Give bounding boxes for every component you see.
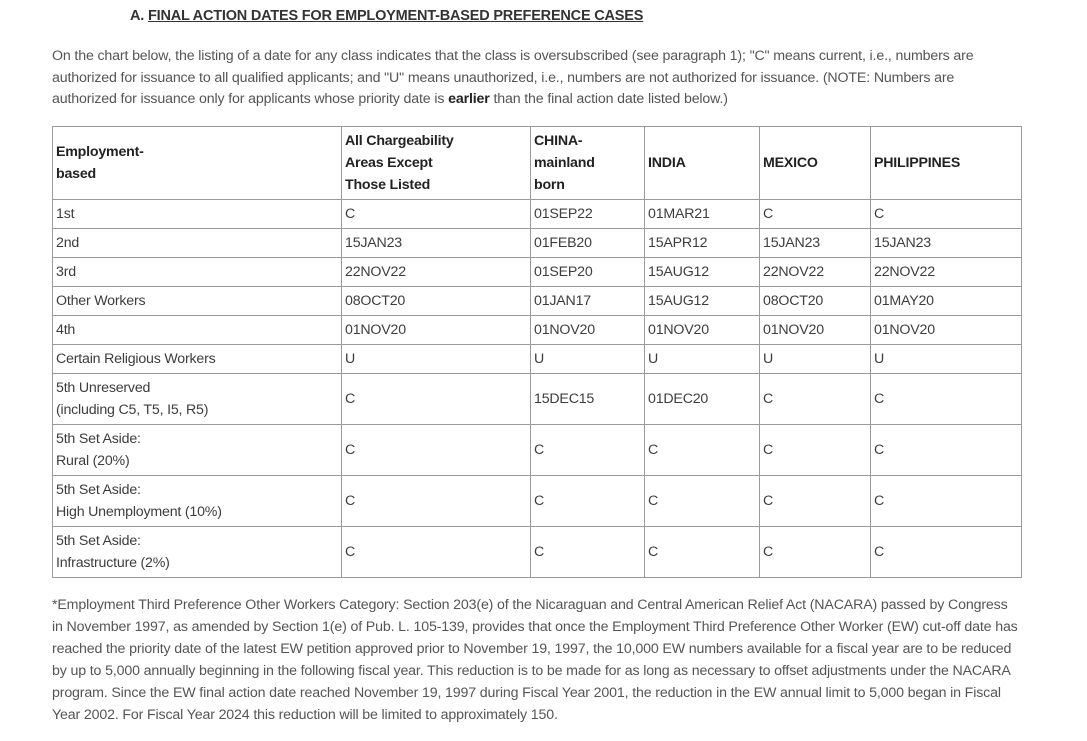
cell-mexico: U xyxy=(760,345,871,374)
footnote: *Employment Third Preference Other Workers Category: Section 203(e) of the Nicaraguan and Central American Relief Act (NACARA) passed by Congress in November 1997, as amended by Section 1(e) of Pub. L. 105-139, provides that once the Employment Third Preference Other Worker (EW) cut-off date has reached the priority date of the latest EW petition approved prior to November 19, 1997, the 10,000 EW numbers available for a fiscal year are to be reduced by up to 5,000 annually beginning in the following fiscal year. This reduction is to be made for as long as necessary to offset adjustments under the NACARA program. Since the EW final action date reached November 19, 1997 during Fiscal Year 2001, the reduction in the EW annual limit to 5,000 began in Fiscal Year 2002. For Fiscal Year 2024 this reduction will be limited to approximately 150. xyxy=(52,597,1018,723)
section-letter: A. xyxy=(130,8,145,24)
category-cell xyxy=(53,229,342,258)
category-cell xyxy=(53,374,342,425)
section-title xyxy=(130,8,643,24)
cell-india: C xyxy=(645,527,760,578)
table-row xyxy=(53,527,1022,578)
table-row xyxy=(53,200,1022,229)
category-cell xyxy=(53,527,342,578)
cell-all-chargeability: 01NOV20 xyxy=(342,316,531,345)
cell-india: U xyxy=(645,345,760,374)
final-action-dates-table xyxy=(52,126,1022,578)
cell-mexico: 01NOV20 xyxy=(760,316,871,345)
cell-mexico: 22NOV22 xyxy=(760,258,871,287)
table-header-row xyxy=(53,127,1022,200)
category-cell xyxy=(53,345,342,374)
category-cell xyxy=(53,425,342,476)
category-cell xyxy=(53,287,342,316)
cell-all-chargeability: C xyxy=(342,476,531,527)
intro-text-2: than the final action date listed below.) xyxy=(489,91,728,108)
header-line: born xyxy=(534,177,565,193)
cell-india: 01DEC20 xyxy=(645,374,760,425)
header-mexico xyxy=(760,127,871,200)
category-line: 4th xyxy=(56,322,76,338)
cell-china: 01JAN17 xyxy=(531,287,645,316)
header-india xyxy=(645,127,760,200)
cell-philippines: C xyxy=(871,527,1022,578)
header-line: All Chargeability xyxy=(345,133,454,149)
category-line: 5th Set Aside: xyxy=(56,431,141,447)
cell-philippines: C xyxy=(871,425,1022,476)
header-line: MEXICO xyxy=(763,155,818,171)
cell-india: C xyxy=(645,476,760,527)
header-line: Employment- xyxy=(56,144,144,160)
intro-bold-earlier: earlier xyxy=(448,91,490,108)
category-line: 5th Set Aside: xyxy=(56,482,141,498)
cell-philippines: 15JAN23 xyxy=(871,229,1022,258)
category-line: Rural (20%) xyxy=(56,453,130,469)
category-cell xyxy=(53,316,342,345)
cell-all-chargeability: C xyxy=(342,374,531,425)
table-row xyxy=(53,345,1022,374)
header-philippines xyxy=(871,127,1022,200)
cell-philippines: C xyxy=(871,476,1022,527)
header-line: mainland xyxy=(534,155,595,171)
category-line: High Unemployment (10%) xyxy=(56,504,222,520)
category-line: Infrastructure (2%) xyxy=(56,555,170,571)
category-line: Certain Religious Workers xyxy=(56,351,216,367)
cell-china: C xyxy=(531,425,645,476)
intro-paragraph xyxy=(52,46,1012,111)
cell-mexico: C xyxy=(760,200,871,229)
cell-all-chargeability: C xyxy=(342,527,531,578)
header-employment-based xyxy=(53,127,342,200)
table-row xyxy=(53,374,1022,425)
table-row xyxy=(53,425,1022,476)
table-row xyxy=(53,287,1022,316)
cell-mexico: 15JAN23 xyxy=(760,229,871,258)
cell-all-chargeability: 15JAN23 xyxy=(342,229,531,258)
cell-mexico: C xyxy=(760,425,871,476)
cell-china: 01SEP20 xyxy=(531,258,645,287)
cell-china: 15DEC15 xyxy=(531,374,645,425)
cell-china: U xyxy=(531,345,645,374)
category-cell xyxy=(53,476,342,527)
category-cell xyxy=(53,258,342,287)
header-line: based xyxy=(56,166,97,182)
cell-mexico: 08OCT20 xyxy=(760,287,871,316)
cell-india: 01MAR21 xyxy=(645,200,760,229)
cell-india: 15AUG12 xyxy=(645,287,760,316)
category-line: Other Workers xyxy=(56,293,146,309)
header-line: INDIA xyxy=(648,155,686,171)
header-china xyxy=(531,127,645,200)
cell-china: C xyxy=(531,527,645,578)
cell-india: 15APR12 xyxy=(645,229,760,258)
cell-philippines: 01NOV20 xyxy=(871,316,1022,345)
category-line: 2nd xyxy=(56,235,80,251)
section-title-text: FINAL ACTION DATES FOR EMPLOYMENT-BASED PREFERENCE CASES xyxy=(147,8,644,24)
cell-all-chargeability: 22NOV22 xyxy=(342,258,531,287)
cell-all-chargeability: U xyxy=(342,345,531,374)
cell-china: 01FEB20 xyxy=(531,229,645,258)
header-line: PHILIPPINES xyxy=(874,155,961,171)
cell-all-chargeability: C xyxy=(342,200,531,229)
header-line: Areas Except xyxy=(345,155,433,171)
cell-mexico: C xyxy=(760,527,871,578)
header-line: Those Listed xyxy=(345,177,431,193)
table-row xyxy=(53,316,1022,345)
header-all-chargeability xyxy=(342,127,531,200)
cell-mexico: C xyxy=(760,476,871,527)
cell-india: 15AUG12 xyxy=(645,258,760,287)
category-line: 5th Unreserved xyxy=(56,380,151,396)
cell-india: C xyxy=(645,425,760,476)
cell-philippines: U xyxy=(871,345,1022,374)
cell-china: 01NOV20 xyxy=(531,316,645,345)
category-line: 3rd xyxy=(56,264,76,280)
cell-philippines: C xyxy=(871,374,1022,425)
header-line: CHINA- xyxy=(534,133,583,149)
category-line: (including C5, T5, I5, R5) xyxy=(56,402,209,418)
table-body xyxy=(53,200,1022,578)
cell-mexico: C xyxy=(760,374,871,425)
cell-india: 01NOV20 xyxy=(645,316,760,345)
category-cell xyxy=(53,200,342,229)
cell-philippines: C xyxy=(871,200,1022,229)
table-row xyxy=(53,476,1022,527)
cell-china: 01SEP22 xyxy=(531,200,645,229)
cell-china: C xyxy=(531,476,645,527)
table-row xyxy=(53,229,1022,258)
cell-all-chargeability: C xyxy=(342,425,531,476)
cell-philippines: 22NOV22 xyxy=(871,258,1022,287)
intro-text-1: On the chart below, the listing of a date for any class indicates that the class is oversubscribed (see paragraph 1); "C" means current, i.e., numbers are authorized for issuance to all qualified applicants; and "U" means unauthorized, i.e., numbers are not authorized for issuance. (NOTE: Numbers are authorized for issuance only for applicants whose priority date is xyxy=(52,48,974,108)
category-line: 5th Set Aside: xyxy=(56,533,141,549)
cell-philippines: 01MAY20 xyxy=(871,287,1022,316)
table-row xyxy=(53,258,1022,287)
category-line: 1st xyxy=(56,206,75,222)
cell-all-chargeability: 08OCT20 xyxy=(342,287,531,316)
